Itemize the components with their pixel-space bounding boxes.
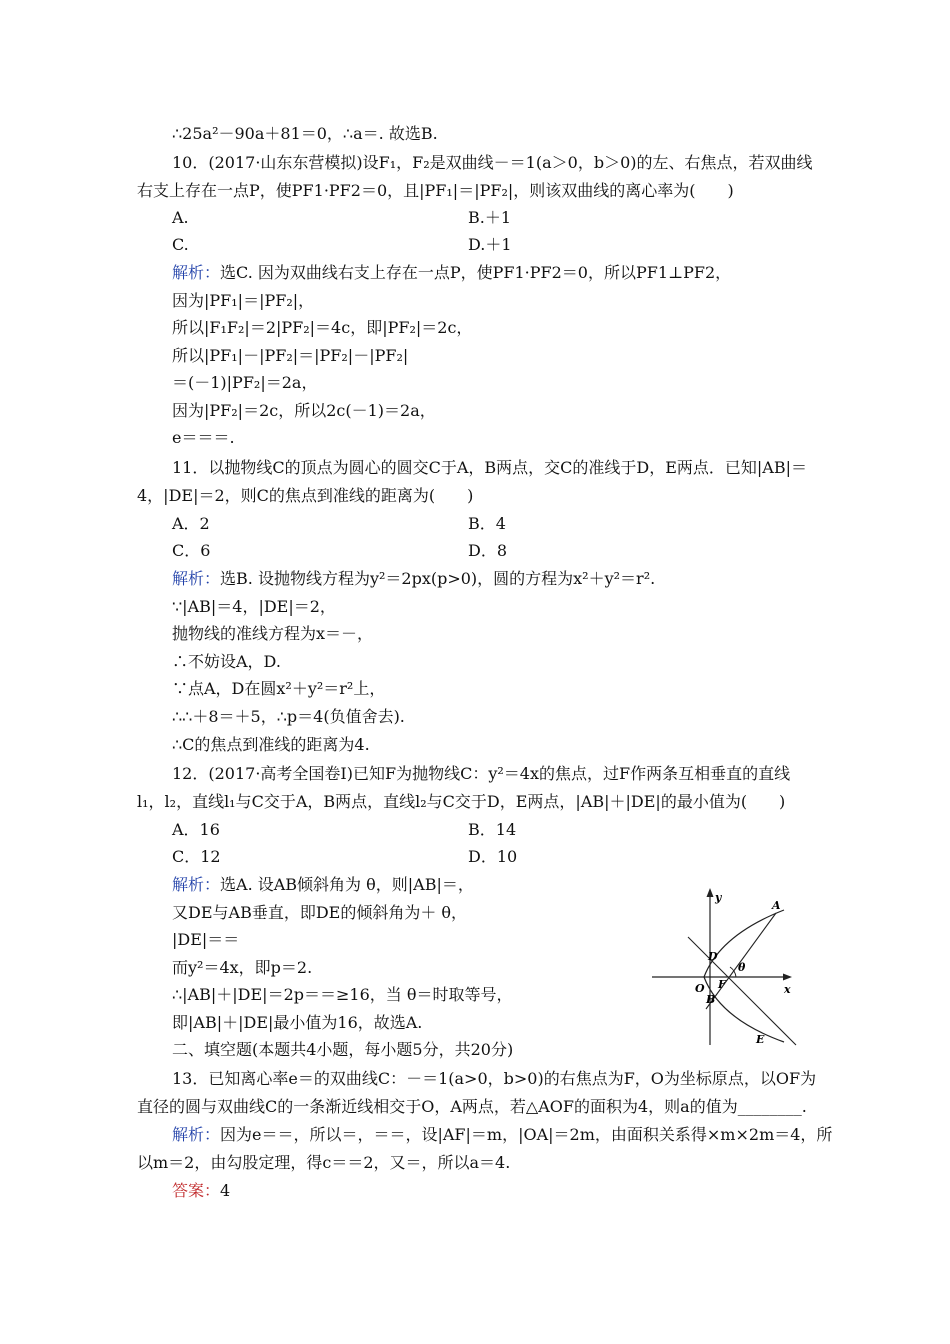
q11-solution-line: ∵点A，D在圆x²＋y²＝r²上， <box>172 679 386 698</box>
y-axis-arrow <box>707 888 714 897</box>
solution-label: 解析： <box>172 569 221 588</box>
label-e: E <box>756 1033 765 1046</box>
q10-option-a: A. <box>172 208 189 227</box>
q11-option-b: B．4 <box>468 514 506 533</box>
question-10-stem: 10．(2017·山东东营模拟)设F₁，F₂是双曲线－＝1(a＞0，b＞0)的左、右焦点，若双曲线 <box>172 153 813 172</box>
q10-solution-line <box>172 263 731 283</box>
solution-label: 解析： <box>172 875 221 894</box>
q12-solution-line: 而y²＝4x，即p＝2. <box>172 958 313 977</box>
q10-solution-line: 因为|PF₂|＝2c，所以2c(－1)＝2a， <box>172 401 436 420</box>
q11-option-a: A．2 <box>172 514 210 533</box>
q12-option-d: D．10 <box>468 847 518 866</box>
solution-text: 选B. 设抛物线方程为y²＝2px(p>0)，圆的方程为x²＋y²＝r². <box>220 569 656 588</box>
label-a: A <box>772 899 781 912</box>
q10-option-d: D.＋1 <box>468 235 512 254</box>
question-11-stem: 11．以抛物线C的顶点为圆心的圆交C于A，B两点，交C的准线于D，E两点．已知|AB|＝ <box>172 458 808 477</box>
text-line: ∴25a²－90a＋81＝0，∴a＝. 故选B. <box>172 124 438 143</box>
question-11-stem-cont: 4，|DE|＝2，则C的焦点到准线的距离为( ) <box>137 486 474 505</box>
q11-solution-line: ∴不妨设A，D. <box>172 652 281 671</box>
q11-option-d: D．8 <box>468 541 508 560</box>
label-o: O <box>695 982 705 995</box>
parabola-curve <box>704 910 784 1042</box>
question-12-stem-cont: l₁，l₂，直线l₁与C交于A，B两点，直线l₂与C交于D，E两点，|AB|＋|DE|的最小值为( ) <box>137 792 786 811</box>
question-13-stem-cont: 直径的圆与双曲线C的一条渐近线相交于O，A两点，若△AOF的面积为4，则a的值为________. <box>137 1097 807 1116</box>
q11-solution-line: 抛物线的准线方程为x＝－， <box>172 624 374 643</box>
solution-text: 选C. 因为双曲线右支上存在一点P，使PF1·PF2＝0，所以PF1⊥PF2， <box>220 263 732 282</box>
q10-option-b: B.＋1 <box>468 208 512 227</box>
answer-label: 答案： <box>172 1181 221 1200</box>
q11-solution-line: ∴∴＋8＝＋5，∴p＝4(负值舍去). <box>172 707 405 726</box>
q10-solution-line: e＝＝＝. <box>172 428 235 447</box>
solution-label: 解析： <box>172 1125 221 1144</box>
q13-answer-line <box>172 1181 230 1201</box>
q12-solution-line: |DE|＝＝ <box>172 930 240 949</box>
section-heading: 二、填空题(本题共4小题，每小题5分，共20分) <box>172 1040 514 1059</box>
q13-solution-line <box>172 1125 832 1145</box>
x-axis-arrow <box>783 974 792 981</box>
q12-option-a: A．16 <box>172 820 220 839</box>
q11-option-c: C．6 <box>172 541 211 560</box>
label-y: y <box>715 891 722 904</box>
q10-solution-line: 所以|F₁F₂|＝2|PF₂|＝4c，即|PF₂|＝2c， <box>172 318 473 337</box>
q12-solution-line: ∴|AB|＋|DE|＝2p＝＝≥16，当 θ＝时取等号， <box>172 985 513 1004</box>
label-d: D <box>708 950 718 963</box>
label-theta: θ <box>738 961 746 974</box>
q11-solution-line <box>172 569 655 589</box>
label-f: F <box>718 978 726 991</box>
q12-solution-line <box>172 875 474 895</box>
q12-solution-line: 又DE与AB垂直，即DE的倾斜角为＋ θ， <box>172 903 468 922</box>
answer-value: 4 <box>220 1181 231 1200</box>
parabola-figure <box>648 885 808 1050</box>
q12-solution-line: 即|AB|＋|DE|最小值为16，故选A. <box>172 1013 423 1032</box>
q10-solution-line: 所以|PF₁|－|PF₂|＝|PF₂|－|PF₂| <box>172 346 409 365</box>
q11-solution-line: ∵|AB|＝4，|DE|＝2， <box>172 597 336 616</box>
question-10-stem-cont: 右支上存在一点P，使PF1·PF2＝0，且|PF₁|＝|PF₂|，则该双曲线的离心率为( ) <box>137 181 734 200</box>
q13-solution-line: 以m＝2，由勾股定理，得c＝＝2，又＝，所以a＝4. <box>137 1153 511 1172</box>
solution-text: 因为e＝＝，所以＝，＝＝，设|AF|＝m，|OA|＝2m，由面积关系得×m×2m＝4，所 <box>220 1125 833 1144</box>
q10-option-c: C. <box>172 235 189 254</box>
q11-solution-line: ∴C的焦点到准线的距离为4. <box>172 735 370 754</box>
solution-text: 选A. 设AB倾斜角为 θ，则|AB|＝， <box>220 875 474 894</box>
q10-solution-line: ＝(－1)|PF₂|＝2a， <box>172 373 318 392</box>
question-12-stem: 12．(2017·高考全国卷Ⅰ)已知F为抛物线C：y²＝4x的焦点，过F作两条互相垂直的直线 <box>172 764 791 783</box>
label-b: B <box>706 993 716 1006</box>
question-13-stem: 13．已知离心率e＝的双曲线C：－＝1(a>0，b>0)的右焦点为F，O为坐标原点，以OF为 <box>172 1069 817 1088</box>
q12-option-c: C．12 <box>172 847 221 866</box>
solution-label: 解析： <box>172 263 221 282</box>
label-x: x <box>784 983 791 996</box>
q12-option-b: B．14 <box>468 820 517 839</box>
q10-solution-line: 因为|PF₁|＝|PF₂|， <box>172 291 315 310</box>
